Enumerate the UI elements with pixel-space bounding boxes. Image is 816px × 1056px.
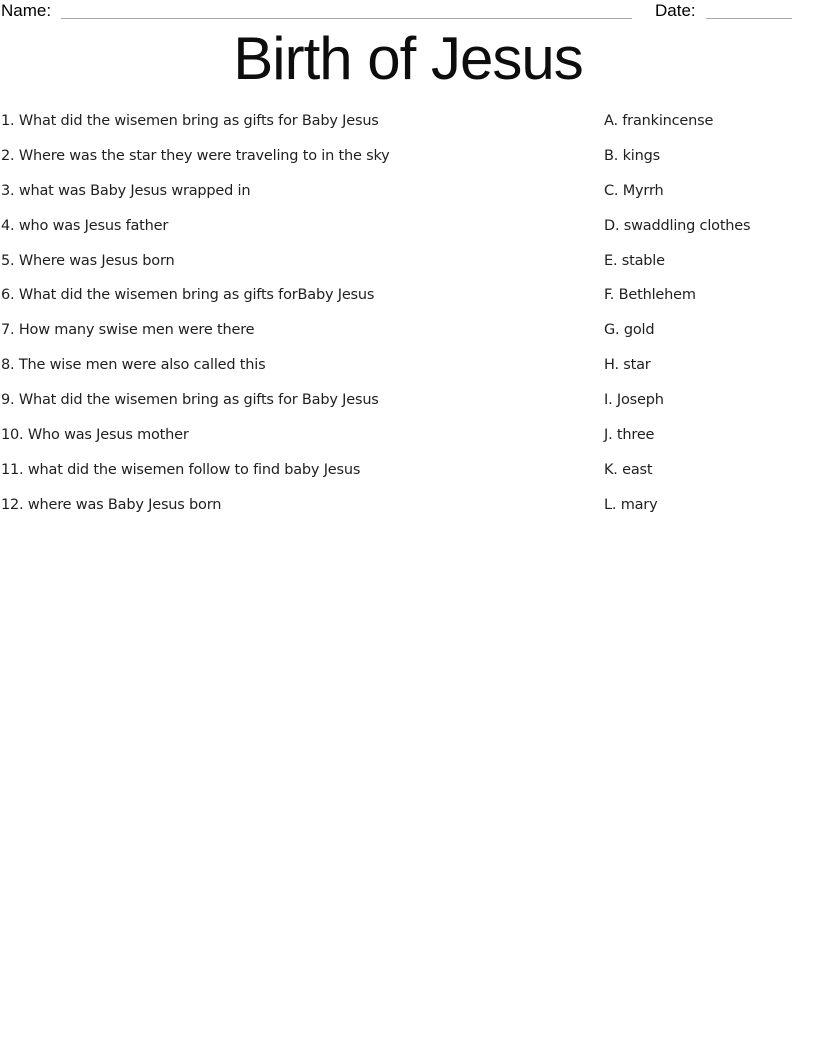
question-item: 12. where was Baby Jesus born — [1, 496, 222, 513]
answer-item: I. Joseph — [604, 392, 664, 409]
answer-item: H. star — [604, 357, 651, 374]
answer-item: G. gold — [604, 322, 655, 339]
question-item: 10. Who was Jesus mother — [1, 427, 189, 444]
answers-column — [604, 104, 814, 523]
date-write-line — [706, 0, 792, 19]
question-item: 9. What did the wisemen bring as gifts for Baby Jesus — [1, 392, 379, 409]
name-label: Name: — [1, 1, 52, 20]
question-item: 8. The wise men were also called this — [1, 357, 266, 374]
name-write-line — [61, 0, 632, 19]
question-item: 3. what was Baby Jesus wrapped in — [1, 182, 251, 199]
question-item: 2. Where was the star they were traveling to in the sky — [1, 147, 390, 164]
question-item: 11. what did the wisemen follow to find baby Jesus — [1, 461, 361, 478]
answer-item: L. mary — [604, 496, 658, 513]
answer-item: D. swaddling clothes — [604, 217, 751, 234]
answer-item: C. Myrrh — [604, 182, 664, 199]
question-item: 4. who was Jesus father — [1, 217, 169, 234]
answer-item: K. east — [604, 461, 653, 478]
questions-column — [1, 104, 591, 523]
date-label: Date: — [655, 1, 696, 20]
answer-item: E. stable — [604, 252, 665, 269]
page-title: Birth of Jesus — [233, 25, 583, 92]
question-item: 5. Where was Jesus born — [1, 252, 175, 269]
answer-item: B. kings — [604, 147, 660, 164]
question-item: 6. What did the wisemen bring as gifts forBaby Jesus — [1, 287, 375, 304]
answer-item: J. three — [604, 427, 655, 444]
question-item: 7. How many swise men were there — [1, 322, 255, 339]
answer-item: F. Bethlehem — [604, 287, 696, 304]
question-item: 1. What did the wisemen bring as gifts for Baby Jesus — [1, 113, 379, 129]
answer-item: A. frankincense — [604, 113, 714, 129]
